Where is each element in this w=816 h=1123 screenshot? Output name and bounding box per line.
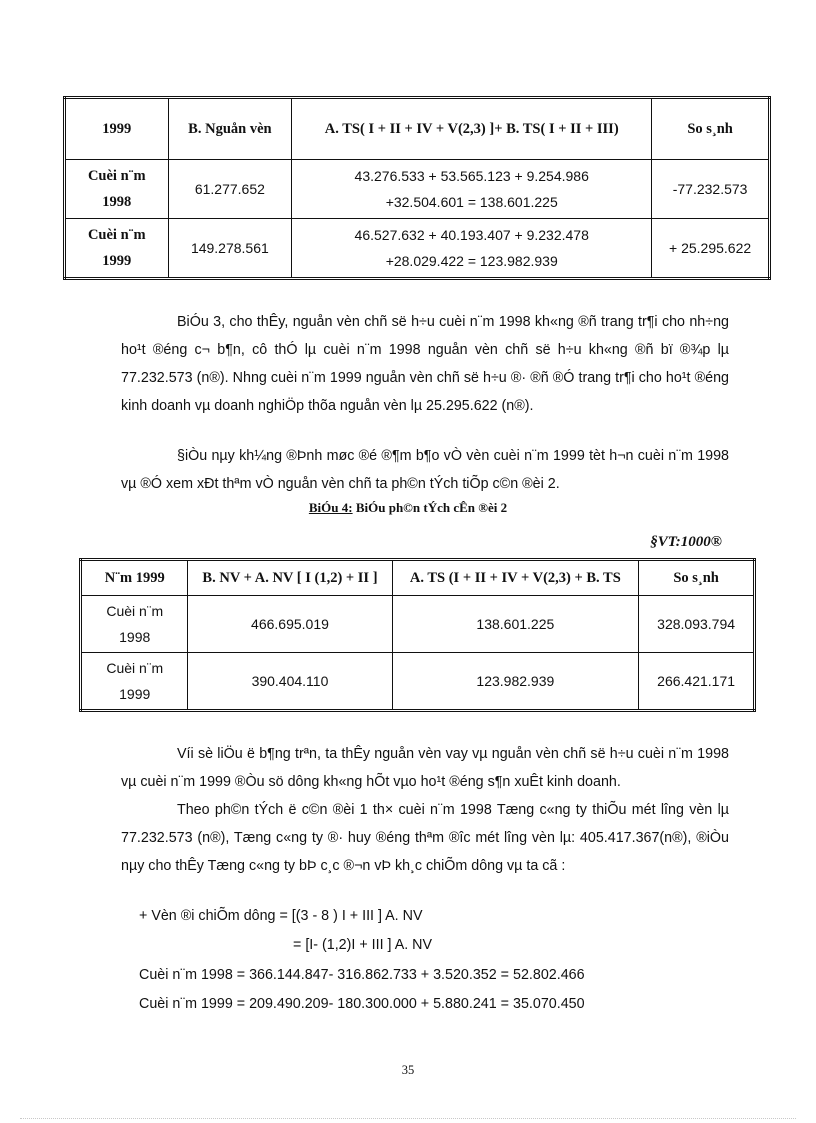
row-label xyxy=(65,219,169,279)
row-label-line2: 1998 xyxy=(119,629,151,645)
formula-line1: 46.527.632 + 40.193.407 + 9.232.478 xyxy=(354,227,589,243)
paragraph-text: Víi sè liÖu ë b¶ng trªn, ta thÊy nguån vèn vay vµ nguån vèn chñ së h÷u cuèi n¨m 1998 vµ cuèi n¨m 1999 ®Òu sö dông kh«ng hÕt vµo ho¹t ®éng s¶n xuÊt kinh doanh. xyxy=(121,746,729,790)
caption-text: BiÓu ph©n tÝch cÊn ®èi 2 xyxy=(355,500,508,515)
page-number: 35 xyxy=(401,1063,415,1077)
header-assets: A. TS (I + II + IV + V(2,3) + B. TS xyxy=(392,560,639,596)
table-row xyxy=(81,596,755,653)
table-header-row xyxy=(65,98,770,160)
formula-line: + Vèn ®i chiÕm dông = [(3 - 8 ) I + III ] A. NV xyxy=(139,908,423,924)
row-label-line1: Cuèi n¨m xyxy=(106,603,164,619)
row-label xyxy=(81,653,188,711)
table-row xyxy=(65,160,770,219)
row-label xyxy=(65,160,169,219)
paragraph-text: BiÓu 3, cho thÊy, nguån vèn chñ së h÷u cuèi n¨m 1998 kh«ng ®ñ trang tr¶i cho nh÷ng ho¹t ®éng c¬ b¶n, cô thÓ lµ cuèi n¨m 1998 nguån vèn chñ së h÷u kh«ng ®ñ bï ®¾p lµ 77.232.573 (n®). Nhng cuèi n¨m 1999 nguån vèn chñ së h÷u ®· ®ñ ®Ó trang tr¶i cho ho¹t ®éng kinh doanh vµ doanh nghiÖp thõa nguån vèn lµ 25.295.622 (n®). xyxy=(121,314,729,414)
compare-value: + 25.295.622 xyxy=(652,219,770,279)
row-label-line2: 1998 xyxy=(102,194,132,210)
paragraph-analysis-3 xyxy=(121,740,729,796)
formula-line2: +28.029.422 = 123.982.939 xyxy=(385,253,558,269)
row-label-line2: 1999 xyxy=(102,253,132,269)
capital-value: 61.277.652 xyxy=(168,160,292,219)
table-row xyxy=(65,219,770,279)
paragraph-text: Theo ph©n tÝch ë c©n ®èi 1 th× cuèi n¨m 1998 Tæng c«ng ty thiÕu mét lîng vèn lµ 77.232.573 (n®), Tæng c«ng ty ®· huy ®éng thªm ®îc mét lîng vèn lµ: 405.417.367(n®), ®iÒu nµy cho thÊy Tæng c«ng ty bÞ c¸c ®¬n vÞ kh¸c chiÕm dông vµ ta cã : xyxy=(121,802,729,874)
capital-value: 390.404.110 xyxy=(188,653,392,711)
header-compare: So s¸nh xyxy=(652,98,770,160)
table-balance-1 xyxy=(63,96,771,280)
assets-value: 123.982.939 xyxy=(392,653,639,711)
page-bottom-rule xyxy=(20,1118,796,1119)
row-label-line2: 1999 xyxy=(119,686,151,702)
capital-value: 149.278.561 xyxy=(168,219,292,279)
row-label xyxy=(81,596,188,653)
header-assets-formula: A. TS( I + II + IV + V(2,3) ]+ B. TS( I + II + III) xyxy=(292,98,652,160)
row-label-line1: Cuèi n¨m xyxy=(87,227,146,243)
table-caption xyxy=(0,500,816,516)
formula-line1: 43.276.533 + 53.565.123 + 9.254.986 xyxy=(354,168,589,184)
table-header-row xyxy=(81,560,755,596)
compare-value: 328.093.794 xyxy=(639,596,755,653)
header-compare: So s¸nh xyxy=(639,560,755,596)
formula-line: = [I- (1,2)I + III ] A. NV xyxy=(293,937,433,953)
calculation-line: Cuèi n¨m 1998 = 366.144.847- 316.862.733 + 3.520.352 = 52.802.466 xyxy=(139,967,585,983)
header-year: 1999 xyxy=(65,98,169,160)
header-year: N¨m 1999 xyxy=(81,560,188,596)
paragraph-text: §iÒu nµy kh¼ng ®Þnh møc ®é ®¶m b¶o vÒ vèn cuèi n¨m 1999 tèt h¬n cuèi n¨m 1998 vµ ®Ó xem xÐt thªm vÒ nguån vèn chñ ta ph©n tÝch tiÕp c©n ®èi 2. xyxy=(121,448,729,492)
header-capital: B. NV + A. NV [ I (1,2) + II ] xyxy=(188,560,392,596)
compare-value: -77.232.573 xyxy=(652,160,770,219)
paragraph-analysis-1 xyxy=(121,308,729,420)
caption-label: BiÓu 4: xyxy=(308,500,353,515)
table-balance-2 xyxy=(79,558,756,712)
assets-value: 138.601.225 xyxy=(392,596,639,653)
compare-value: 266.421.171 xyxy=(639,653,755,711)
assets-formula xyxy=(292,219,652,279)
formula-line2: +32.504.601 = 138.601.225 xyxy=(385,194,558,210)
calculation-line: Cuèi n¨m 1999 = 209.490.209- 180.300.000 + 5.880.241 = 35.070.450 xyxy=(139,996,585,1012)
row-label-line1: Cuèi n¨m xyxy=(87,168,146,184)
unit-label: §VT:1000® xyxy=(650,534,722,550)
paragraph-analysis-4 xyxy=(121,796,729,880)
table-row xyxy=(81,653,755,711)
row-label-line1: Cuèi n¨m xyxy=(106,660,164,676)
assets-formula xyxy=(292,160,652,219)
capital-value: 466.695.019 xyxy=(188,596,392,653)
paragraph-analysis-2 xyxy=(121,442,729,498)
header-capital: B. Nguån vèn xyxy=(168,98,292,160)
